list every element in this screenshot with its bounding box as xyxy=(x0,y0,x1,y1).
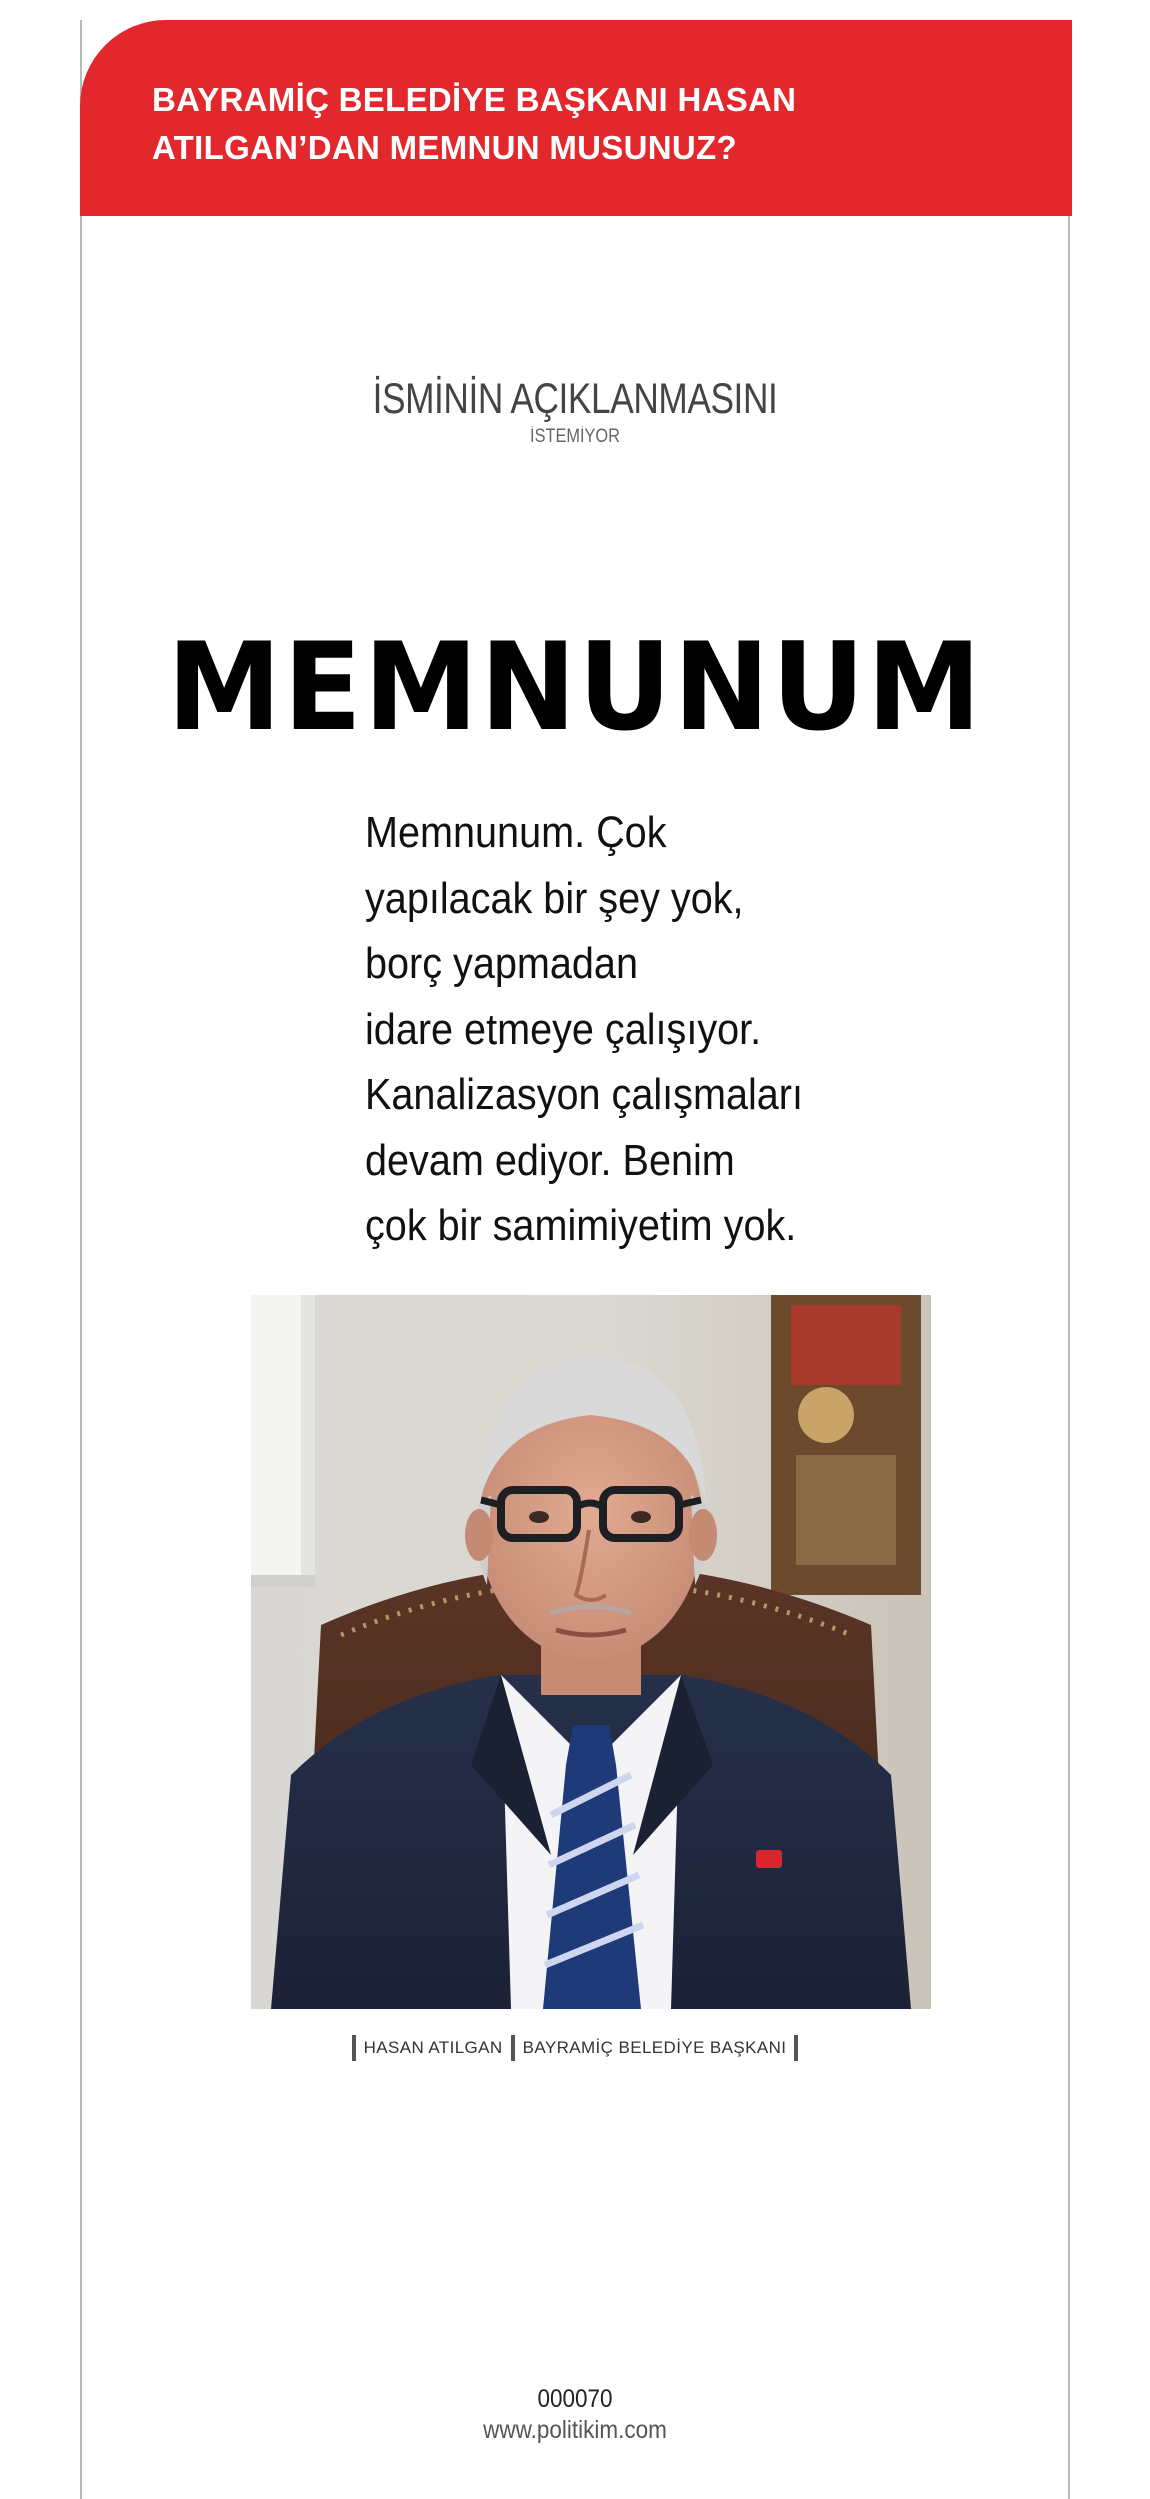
respondent-label: İSMİNİN AÇIKLANMASINI xyxy=(372,375,778,423)
footer xyxy=(82,2384,1068,2446)
survey-card xyxy=(80,20,1070,2499)
caption-name: HASAN ATILGAN xyxy=(363,2038,503,2057)
website-link[interactable]: www.politikim.com xyxy=(483,2416,667,2444)
question-title: BAYRAMİÇ BELEDİYE BAŞKANI HASAN ATILGAN’DAN MEMNUN MUSUNUZ? xyxy=(152,81,797,166)
verdict-headline: MEMNUNUM xyxy=(167,617,983,758)
respondent-block xyxy=(82,376,1068,448)
caption-divider xyxy=(511,2035,515,2061)
photo-caption xyxy=(82,2035,1068,2061)
mayor-photo xyxy=(251,1295,931,2009)
caption-divider xyxy=(794,2035,798,2061)
header-banner xyxy=(80,20,1072,216)
respondent-quote: Memnunum. Çok yapılacak bir şey yok, borç yapmadan idare etmeye çalışıyor. Kanalizasyon çalışmaları devam ediyor. Benim çok bir samimiyetim yok. xyxy=(365,808,804,1250)
survey-code: 000070 xyxy=(537,2385,613,2413)
mayor-portrait-illustration xyxy=(251,1295,931,2009)
caption-title: BAYRAMİÇ BELEDİYE BAŞKANI xyxy=(522,2038,787,2057)
caption-divider xyxy=(352,2035,356,2061)
respondent-sublabel: İSTEMİYOR xyxy=(530,426,620,447)
